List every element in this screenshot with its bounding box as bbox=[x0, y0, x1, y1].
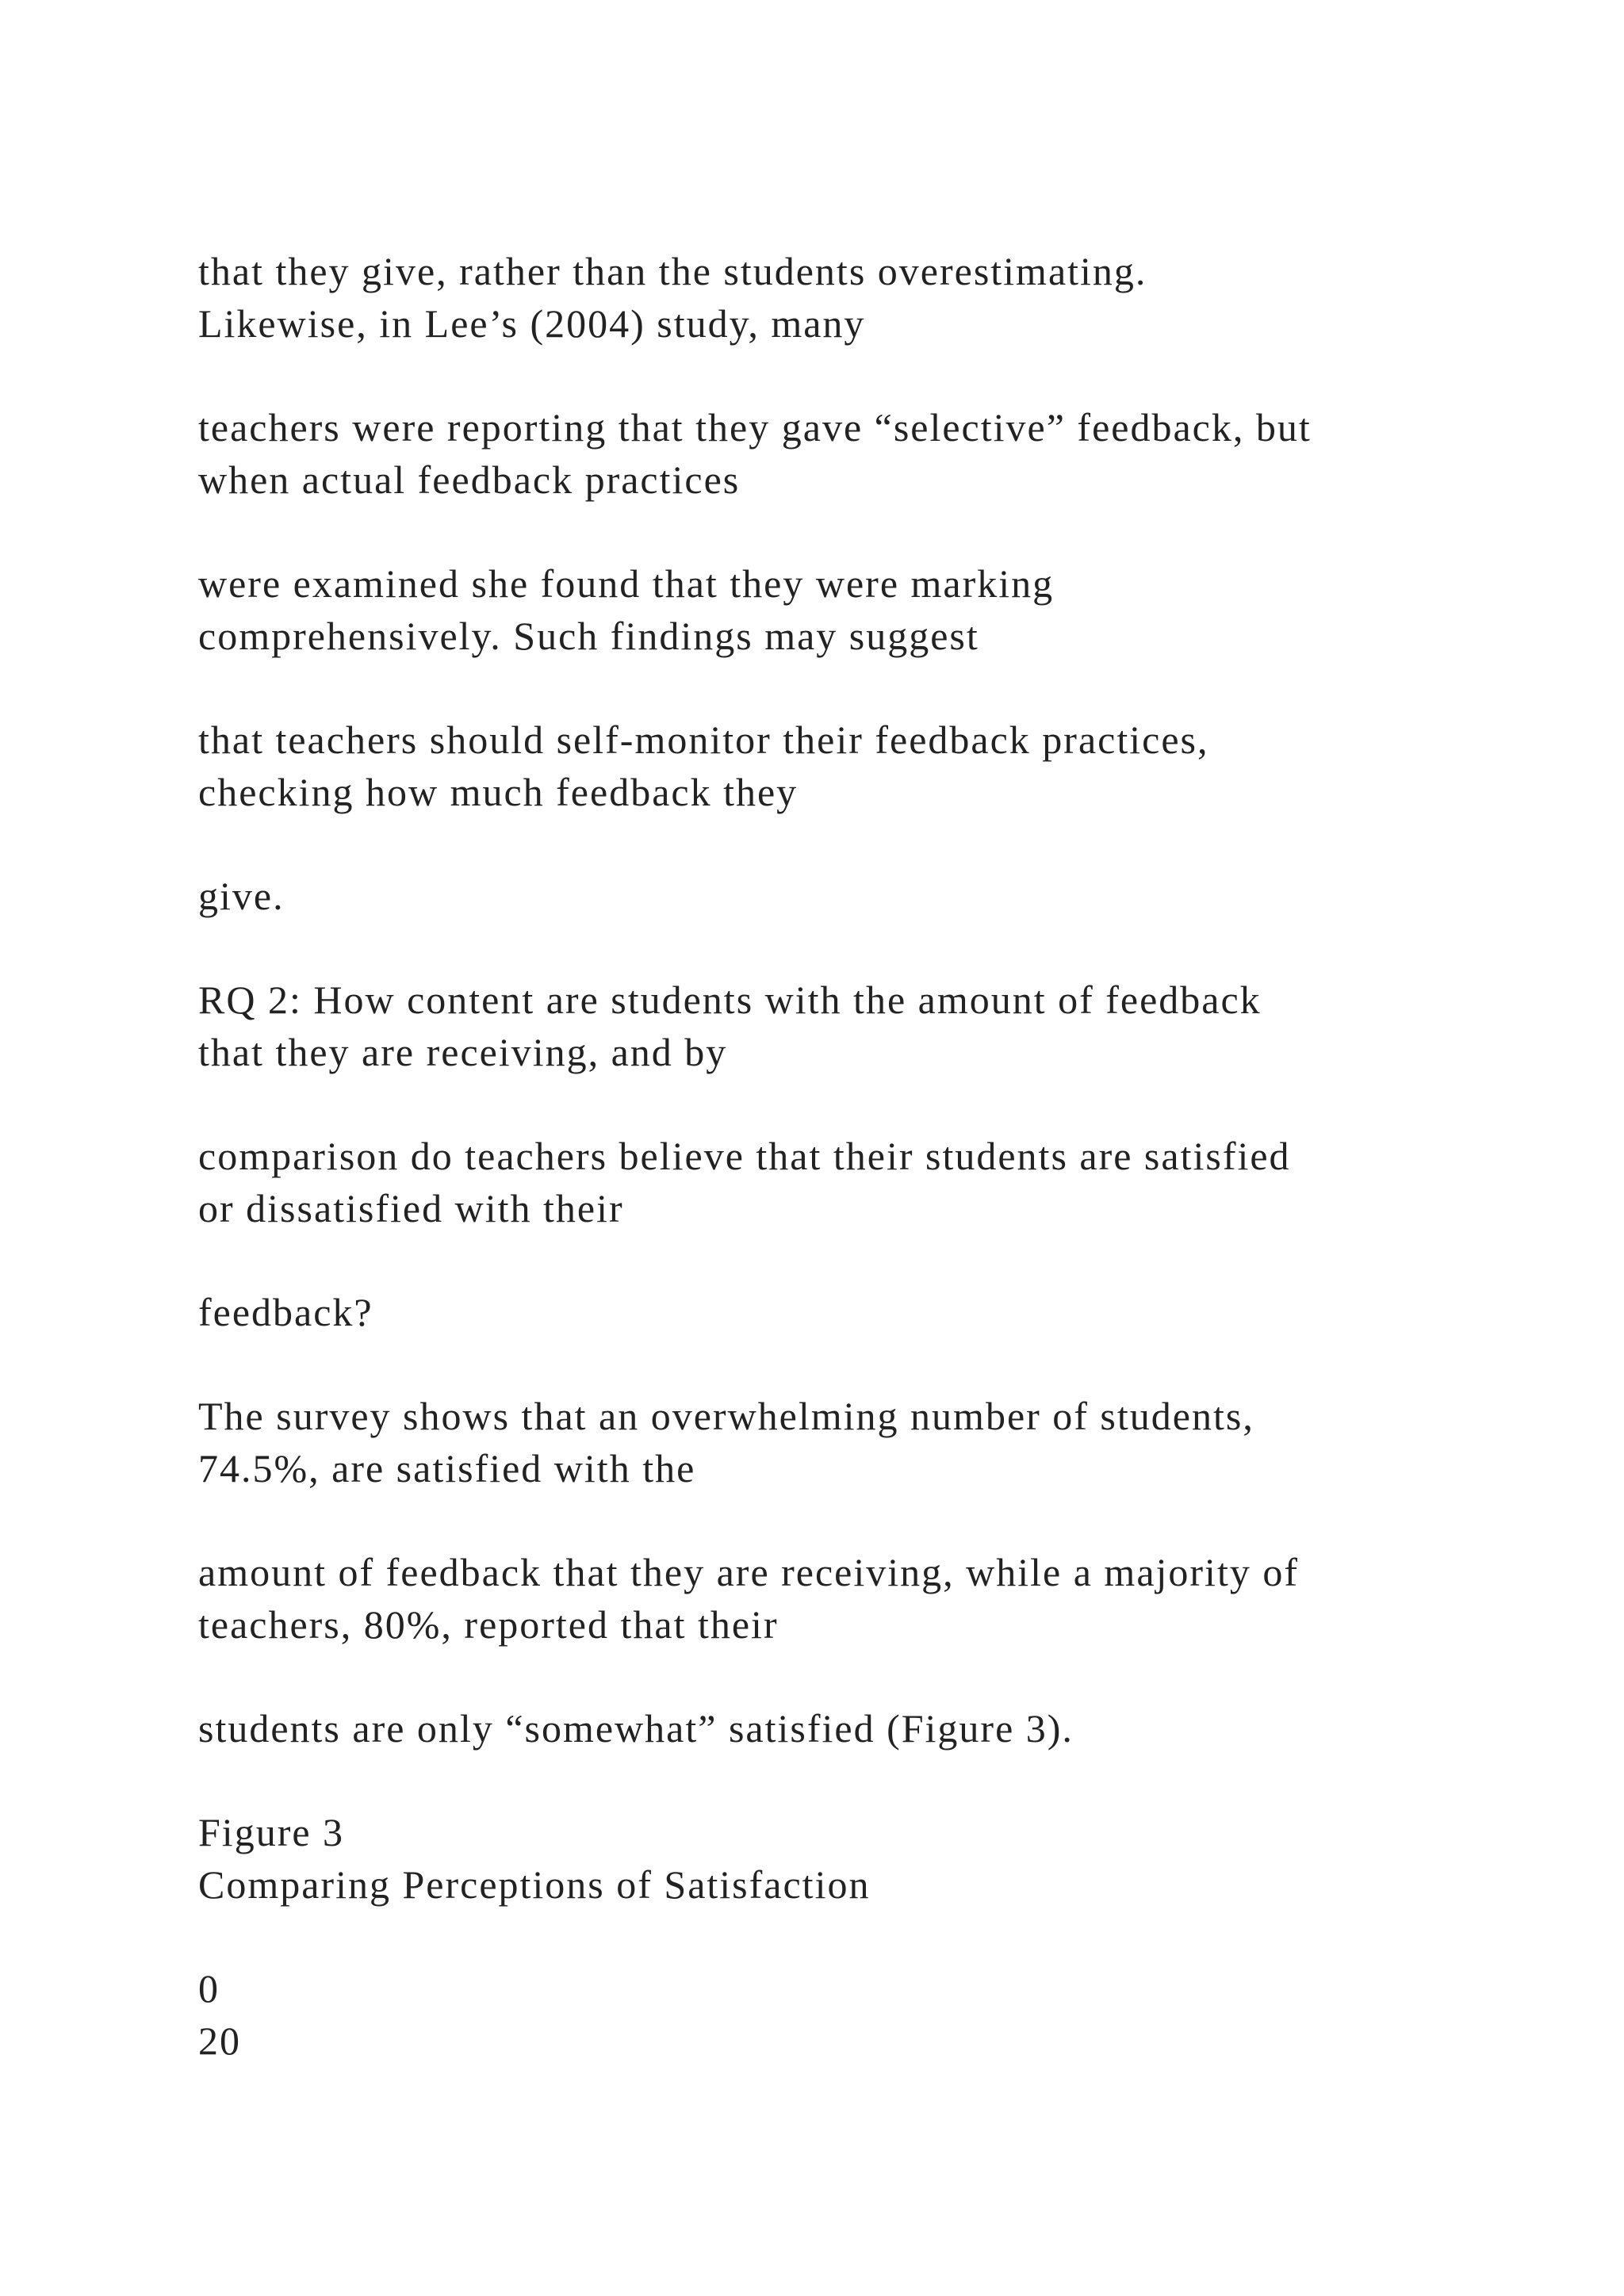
axis-tick-label: 20 bbox=[198, 2019, 241, 2063]
research-question-line: that they are receiving, and by bbox=[198, 1030, 728, 1074]
body-text-line: 74.5%, are satisfied with the bbox=[198, 1446, 696, 1490]
research-question-line: RQ 2: How content are students with the amount of feedback bbox=[198, 978, 1262, 1022]
body-text-line: The survey shows that an overwhelming number of students, bbox=[198, 1394, 1254, 1438]
body-text-line: that they give, rather than the students overestimating. bbox=[198, 249, 1147, 293]
body-text-line: were examined she found that they were marking bbox=[198, 561, 1055, 606]
research-question-line: feedback? bbox=[198, 1290, 373, 1334]
figure-label: Figure 3 bbox=[198, 1810, 345, 1854]
body-text-line: Likewise, in Lee’s (2004) study, many bbox=[198, 301, 866, 346]
body-text-line: comprehensively. Such findings may suggest bbox=[198, 614, 979, 658]
figure-title: Comparing Perceptions of Satisfaction bbox=[198, 1862, 871, 1907]
body-text-line: that teachers should self-monitor their feedback practices, bbox=[198, 718, 1209, 762]
body-text-line: checking how much feedback they bbox=[198, 770, 799, 814]
body-text-line: teachers, 80%, reported that their bbox=[198, 1602, 779, 1647]
research-question-line: comparison do teachers believe that their students are satisfied bbox=[198, 1134, 1291, 1178]
body-text-line: give. bbox=[198, 874, 285, 918]
body-text-line: students are only “somewhat” satisfied (Figure 3). bbox=[198, 1706, 1074, 1751]
body-text-line: teachers were reporting that they gave “selective” feedback, but bbox=[198, 405, 1312, 450]
research-question-line: or dissatisfied with their bbox=[198, 1186, 624, 1230]
body-text-line: amount of feedback that they are receiving, while a majority of bbox=[198, 1550, 1299, 1594]
axis-tick-label: 0 bbox=[198, 1966, 220, 2011]
body-text-line: when actual feedback practices bbox=[198, 457, 741, 502]
